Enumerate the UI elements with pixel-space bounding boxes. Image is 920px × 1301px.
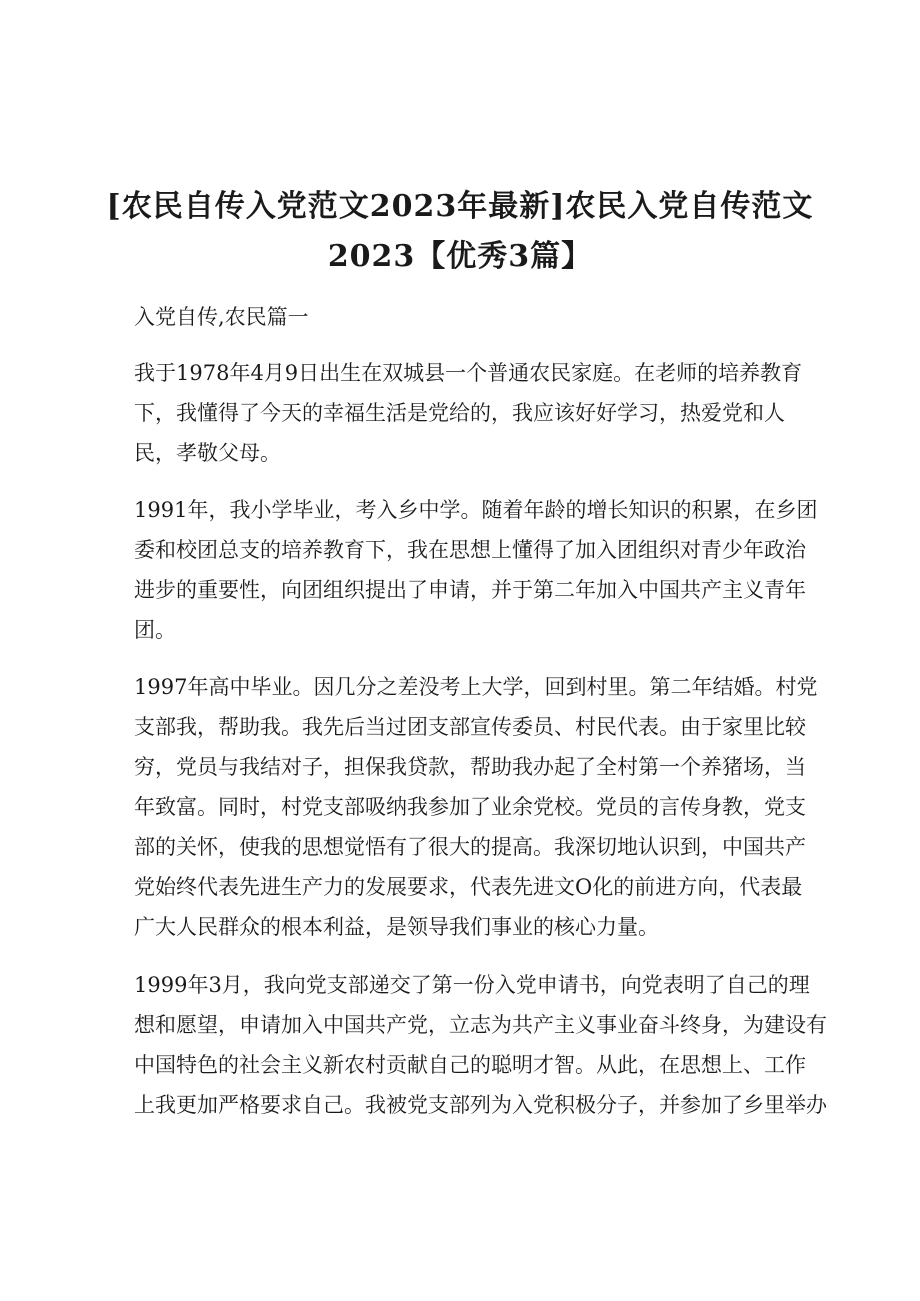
paragraph-line: 1999年3月，我向党支部递交了第一份入党申请书，向党表明了自己的理 (134, 973, 810, 997)
paragraph-line: 年致富。同时，村党支部吸纳我参加了业余党校。党员的言传身教，党支 (134, 795, 806, 819)
paragraph-1 (134, 353, 803, 473)
paragraph-line: 进步的重要性，向团组织提出了申请，并于第二年加入中国共产主义青年 (134, 578, 806, 602)
paragraph-line: 团。 (134, 618, 176, 642)
title-line-1: [农民自传入党范文2023年最新]农民入党自传范文 (106, 189, 814, 224)
paragraph-line: 1991年，我小学毕业，考入乡中学。随着年龄的增长知识的积累，在乡团 (134, 498, 818, 522)
paragraph-line: 中国特色的社会主义新农村贡献自己的聪明才智。从此，在思想上、工作 (134, 1053, 806, 1077)
paragraph-line: 支部我，帮助我。我先后当过团支部宣传委员、村民代表。由于家里比较 (134, 715, 806, 739)
paragraph-line: 部的关怀，使我的思想觉悟有了很大的提高。我深切地认识到，中国共产 (134, 835, 806, 859)
paragraph-line: 1997年高中毕业。因几分之差没考上大学，回到村里。第二年结婚。村党 (134, 675, 818, 699)
paragraph-line: 委和校团总支的培养教育下，我在思想上懂得了加入团组织对青少年政治 (134, 538, 806, 562)
paragraph-line: 上我更加严格要求自己。我被党支部列为入党积极分子，并参加了乡里举办 (134, 1093, 827, 1117)
paragraph-line: 穷，党员与我结对子，担保我贷款，帮助我办起了全村第一个养猪场，当 (134, 755, 806, 779)
title-line-2: 2023【优秀3篇】 (327, 239, 593, 274)
paragraph-line: 想和愿望，申请加入中国共产党，立志为共产主义事业奋斗终身，为建设有 (134, 1013, 827, 1037)
paragraph-line: 党始终代表先进生产力的发展要求，代表先进文O化的前进方向，代表最 (134, 875, 803, 899)
paragraph-line: 下，我懂得了今天的幸福生活是党给的，我应该好好学习，热爱党和人 (134, 401, 785, 425)
document-title (100, 182, 820, 282)
paragraph-line: 广大人民群众的根本利益，是领导我们事业的核心力量。 (134, 915, 659, 939)
paragraph-4 (134, 965, 827, 1125)
paragraph-2 (134, 490, 818, 650)
paragraph-line: 我于1978年4月9日出生在双城县一个普通农民家庭。在老师的培养教育 (134, 361, 803, 385)
section-heading: 入党自传,农民篇一 (134, 305, 309, 329)
paragraph-line: 民，孝敬父母。 (134, 441, 281, 465)
paragraph-3 (134, 667, 818, 947)
